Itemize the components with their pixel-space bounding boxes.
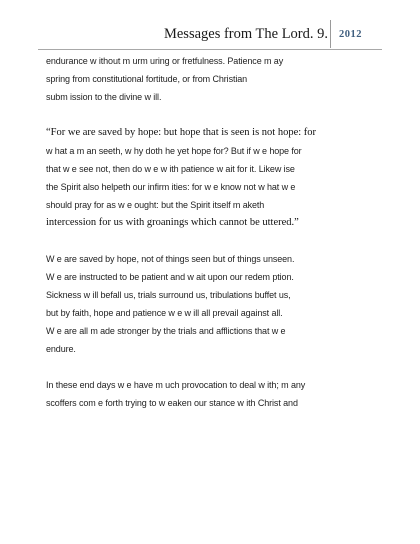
text-line: the Spirit also helpeth our infirm ities: for w e know not w hat w e	[46, 182, 296, 192]
page-header-title: Messages from The Lord. 9.	[163, 26, 328, 42]
quote-line: intercession for us with groanings which cannot be uttered.”	[46, 217, 299, 228]
text-line: W e are all m ade stronger by the trials and afflictions that w e	[46, 326, 286, 336]
page-body	[46, 52, 386, 430]
text-line: should pray for as w e ought: but the Spirit itself m aketh	[46, 200, 265, 210]
paragraph-1	[46, 52, 386, 106]
text-line: scoffers com e forth trying to w eaken our stance w ith Christ and	[46, 398, 298, 408]
page-header	[0, 20, 420, 50]
text-line: but by faith, hope and patience w e w ill all prevail against all.	[46, 308, 283, 318]
text-line: In these end days w e have m uch provocation to deal w ith; m any	[46, 380, 306, 390]
header-divider	[330, 20, 331, 48]
paragraph-3	[46, 250, 386, 358]
text-line: endure.	[46, 344, 76, 354]
paragraph-scripture-quote	[46, 124, 386, 232]
text-line: w hat a m an seeth, w hy doth he yet hope for? But if w e hope for	[46, 146, 302, 156]
text-line: subm ission to the divine w ill.	[46, 92, 162, 102]
quote-line: “For we are saved by hope: but hope that is seen is not hope: for	[46, 127, 317, 138]
header-rule	[38, 49, 382, 50]
paragraph-4	[46, 376, 386, 412]
text-line: W e are instructed to be patient and w ait upon our redem ption.	[46, 272, 294, 282]
text-line: that w e see not, then do w e w ith patience w ait for it. Likew ise	[46, 164, 295, 174]
text-line: W e are saved by hope, not of things seen but of things unseen.	[46, 254, 295, 264]
page-header-year: 2012	[339, 29, 362, 40]
text-line: endurance w ithout m urm uring or fretfulness. Patience m ay	[46, 56, 284, 66]
text-line: Sickness w ill befall us, trials surround us, tribulations buffet us,	[46, 290, 291, 300]
text-line: spring from constitutional fortitude, or from Christian	[46, 74, 248, 84]
